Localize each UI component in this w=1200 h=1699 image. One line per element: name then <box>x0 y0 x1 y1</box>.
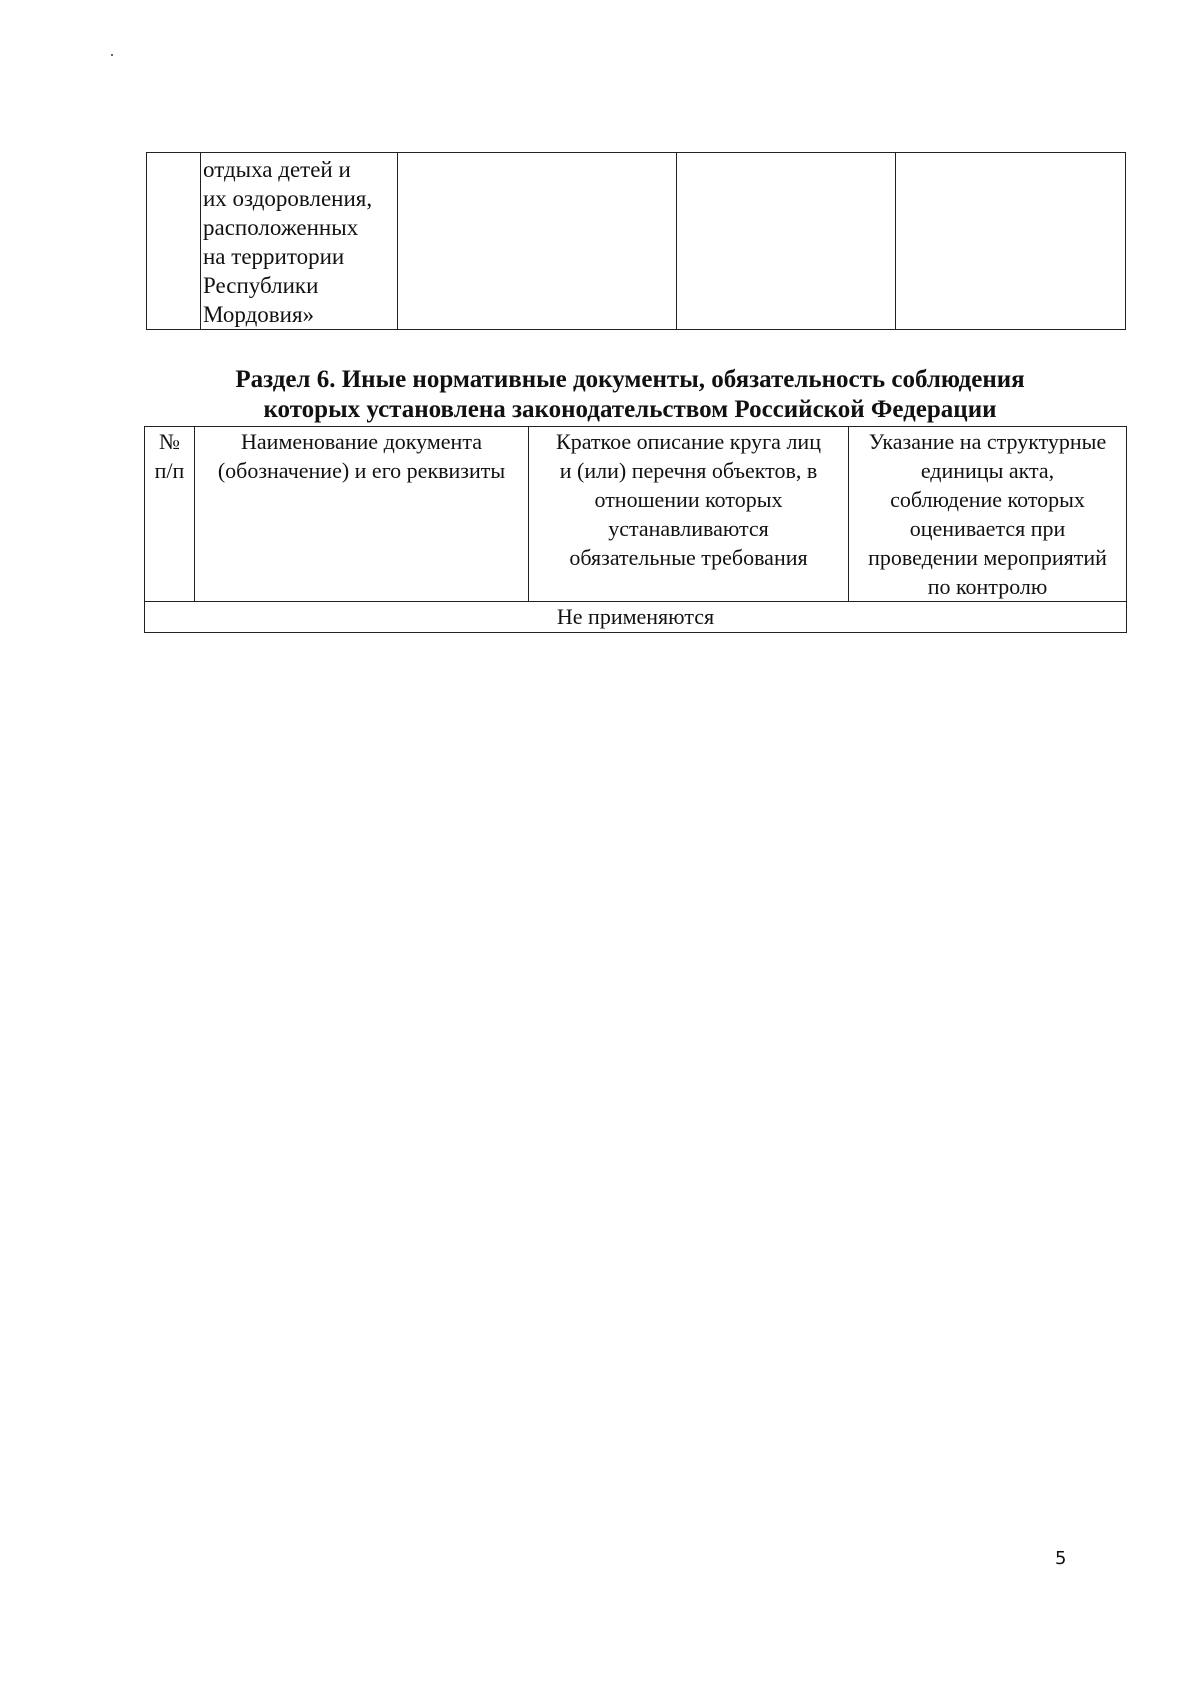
header-line: и (или) перечня объектов, в <box>559 458 818 483</box>
table-cell-document-name <box>201 153 398 330</box>
section6-table <box>144 426 1127 633</box>
text-line: расположенных <box>203 215 359 240</box>
text-line: отдыха детей и <box>203 157 351 182</box>
header-line: Указание на структурные <box>868 429 1107 454</box>
section-heading <box>130 365 1130 425</box>
header-line: п/п <box>154 458 185 483</box>
header-line: № <box>159 429 180 454</box>
continuation-text <box>201 153 397 329</box>
header-line: Наименование документа <box>241 429 482 454</box>
header-line: оценивается при <box>909 516 1066 541</box>
section-heading-line-2: которых установлена законодательством Российской Федерации <box>263 396 997 423</box>
header-line: обязательные требования <box>569 545 808 570</box>
header-line: соблюдение которых <box>890 487 1085 512</box>
table-cell-empty <box>677 153 896 330</box>
table-cell-number <box>147 153 201 330</box>
header-line: отношении которых <box>594 487 783 512</box>
header-line: Краткое описание круга лиц <box>556 429 821 454</box>
header-cell-structural-units <box>849 427 1127 602</box>
text-line: на территории <box>203 244 345 269</box>
header-line: единицы акта, <box>920 458 1055 483</box>
continuation-table <box>146 152 1126 330</box>
table-row <box>147 153 1126 330</box>
header-cell-number <box>145 427 195 602</box>
header-line: проведении мероприятий <box>868 545 1107 570</box>
table-cell-empty <box>398 153 677 330</box>
not-applicable-cell: Не применяются <box>145 602 1127 633</box>
text-line: Республики <box>203 273 319 298</box>
text-line: Мордовия» <box>203 302 315 327</box>
header-cell-description <box>529 427 849 602</box>
section-heading-line-1: Раздел 6. Иные нормативные документы, обязательность соблюдения <box>235 366 1025 393</box>
header-line: (обозначение) и его реквизиты <box>217 458 506 483</box>
header-cell-document-name <box>195 427 529 602</box>
table-header-row <box>145 427 1127 602</box>
header-line: устанавливаются <box>608 516 769 541</box>
header-line: по контролю <box>927 574 1048 599</box>
table-row <box>145 602 1127 633</box>
page-number: 5 <box>1055 1548 1067 1569</box>
table-cell-empty <box>896 153 1126 330</box>
text-line: их оздоровления, <box>203 186 373 211</box>
scan-speck <box>111 54 113 56</box>
